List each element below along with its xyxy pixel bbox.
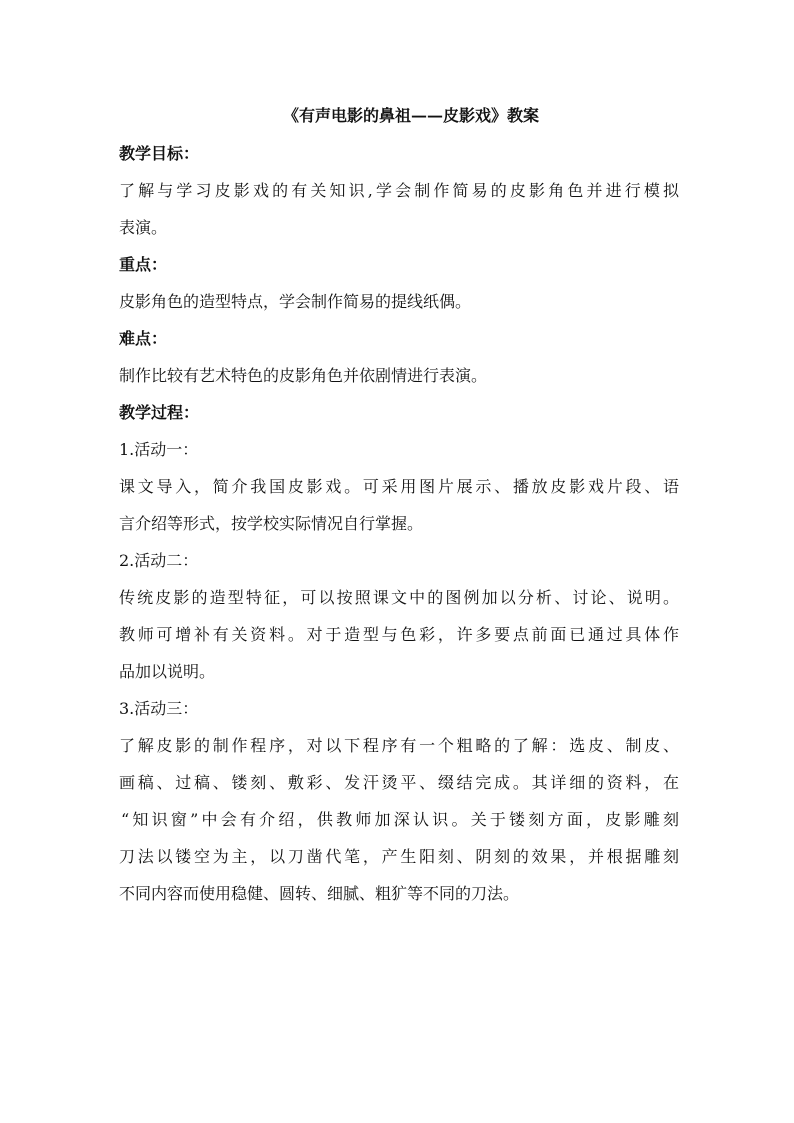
activity-heading-3: 3.活动三：: [119, 699, 199, 718]
heading-teaching-process: 教学过程：: [119, 403, 200, 422]
activity-heading-1: 1.活动一：: [119, 440, 199, 459]
paragraph-line: 不同内容而使用稳健、圆转、细腻、粗犷等不同的刀法。: [119, 884, 520, 903]
paragraph-line: 传统皮影的造型特征，可以按照课文中的图例加以分析、讨论、说明。: [119, 588, 679, 607]
document-body: [119, 104, 679, 919]
document-title: 《有声电影的鼻祖——皮影戏》教案: [282, 106, 539, 125]
paragraph-line: 言介绍等形式，按学校实际情况自行掌握。: [119, 514, 424, 533]
paragraph-line: 制作比较有艺术特色的皮影角色并依剧情进行表演。: [119, 366, 488, 385]
paragraph-line: 表演。: [119, 218, 168, 237]
paragraph-line: 画稿、过稿、镂刻、敷彩、发汗烫平、缀结完成。其详细的资料，在: [119, 773, 679, 792]
heading-difficulties: 难点：: [119, 329, 168, 348]
activity-heading-2: 2.活动二：: [119, 551, 199, 570]
paragraph-line: 教师可增补有关资料。对于造型与色彩，许多要点前面已通过具体作: [119, 625, 679, 644]
heading-teaching-goals: 教学目标：: [119, 144, 200, 163]
paragraph-line: 皮影角色的造型特点，学会制作简易的提线纸偶。: [119, 292, 472, 311]
paragraph-line: 刀法以镂空为主，以刀凿代笔，产生阳刻、阴刻的效果，并根据雕刻: [119, 847, 679, 866]
paragraph-line: 了解与学习皮影戏的有关知识,学会制作简易的皮影角色并进行模拟: [119, 181, 679, 200]
heading-key-points: 重点：: [119, 255, 168, 274]
paragraph-line: 品加以说明。: [119, 662, 216, 681]
paragraph-line: “知识窗”中会有介绍，供教师加深认识。关于镂刻方面，皮影雕刻: [121, 810, 679, 829]
paragraph-line: 课文导入，简介我国皮影戏。可采用图片展示、播放皮影戏片段、语: [119, 477, 679, 496]
paragraph-line: 了解皮影的制作程序，对以下程序有一个粗略的了解：选皮、制皮、: [119, 736, 679, 755]
